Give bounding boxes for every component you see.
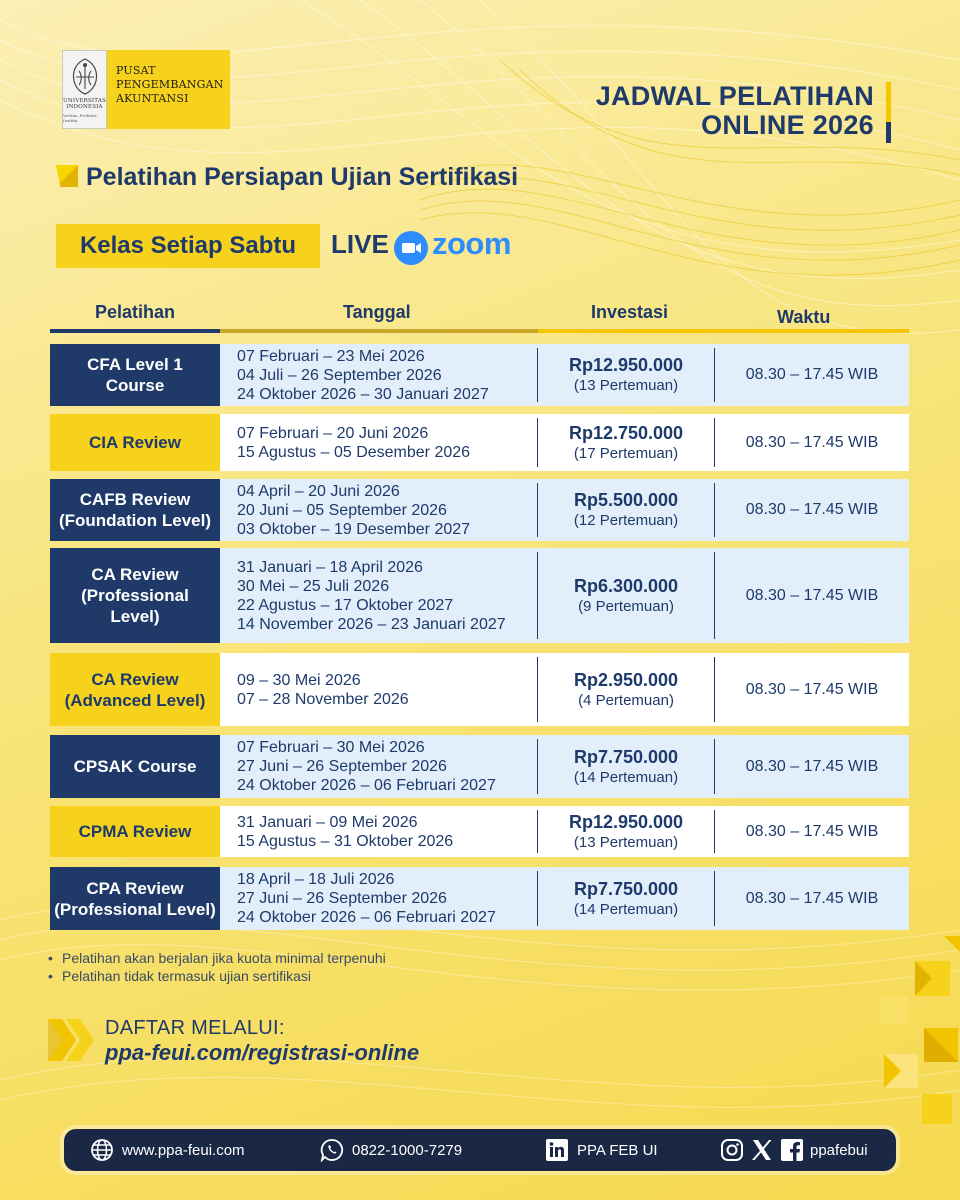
- footer-bar: [64, 1129, 896, 1171]
- table-row: [50, 806, 909, 857]
- linkedin-icon: [545, 1138, 569, 1162]
- linkedin-text: PPA FEB UI: [577, 1141, 658, 1159]
- page-title: [596, 82, 874, 140]
- course-dates: 07 Februari – 30 Mei 2026 27 Juni – 26 September 2026 24 Oktober 2026 – 06 Februari 2027: [237, 739, 496, 794]
- zoom-logo-text: zoom: [432, 226, 511, 261]
- course-price: Rp7.750.000 (14 Pertemuan): [537, 739, 715, 794]
- course-dates: 09 – 30 Mei 2026 07 – 28 November 2026: [237, 671, 409, 708]
- logo-line-1: PUSAT: [116, 64, 156, 77]
- course-price: Rp5.500.000 (12 Pertemuan): [537, 483, 715, 537]
- course-time: 08.30 – 17.45 WIB: [745, 501, 879, 518]
- note-item: • Pelatihan tidak termasuk ujian sertifikasi: [48, 967, 386, 985]
- footer-linkedin[interactable]: [545, 1129, 658, 1171]
- course-name: CPA Review (Professional Level): [50, 867, 220, 930]
- class-schedule-badge: Kelas Setiap Sabtu: [56, 224, 320, 268]
- univ-line2: INDONESIA: [66, 104, 103, 110]
- zoom-camera-icon: [394, 231, 428, 265]
- instagram-icon: [720, 1138, 744, 1162]
- course-name: CAFB Review (Foundation Level): [50, 479, 220, 541]
- title-line-1: JADWAL PELATIHAN: [595, 81, 874, 111]
- course-dates: 07 Februari – 20 Juni 2026 15 Agustus – 05 Desember 2026: [237, 424, 471, 461]
- title-accent-bar: [886, 82, 891, 143]
- course-time: 08.30 – 17.45 WIB: [745, 680, 879, 698]
- table-row: [50, 735, 909, 798]
- website-text: www.ppa-feui.com: [122, 1141, 245, 1159]
- notes-list: [48, 949, 386, 985]
- course-dates: 31 Januari – 09 Mei 2026 15 Agustus – 31 Oktober 2026: [237, 813, 454, 850]
- subtitle: Pelatihan Persiapan Ujian Sertifikasi: [86, 163, 519, 191]
- header-underline-2: [220, 329, 538, 333]
- course-name: CPSAK Course: [50, 735, 220, 798]
- course-time: 08.30 – 17.45 WIB: [745, 822, 879, 840]
- logo-line-3: AKUNTANSI: [116, 92, 189, 105]
- course-time: 08.30 – 17.45 WIB: [745, 586, 879, 604]
- header-tanggal: Tanggal: [343, 302, 411, 322]
- university-seal: [62, 50, 107, 129]
- course-price: Rp12.750.000 (17 Pertemuan): [537, 418, 715, 467]
- course-price: Rp12.950.000 (13 Pertemuan): [537, 810, 715, 853]
- univ-line1: UNIVERSITAS: [63, 98, 106, 104]
- course-time: 08.30 – 17.45 WIB: [745, 757, 879, 775]
- footer-social[interactable]: [720, 1129, 868, 1171]
- course-dates: 18 April – 18 Juli 2026 27 Juni – 26 September 2026 24 Oktober 2026 – 06 Februari 2027: [237, 871, 496, 926]
- footer-website[interactable]: [90, 1129, 245, 1171]
- header-underline-3: [538, 329, 909, 333]
- course-name: CFA Level 1 Course: [50, 344, 220, 406]
- facebook-icon: [780, 1138, 804, 1162]
- header-pelatihan: Pelatihan: [95, 302, 176, 322]
- table-row: [50, 653, 909, 726]
- table-row: [50, 479, 909, 541]
- course-dates: 07 Februari – 23 Mei 2026 04 Juli – 26 September 2026 24 Oktober 2026 – 30 Januari 2027: [237, 347, 489, 403]
- course-price: Rp6.300.000 (9 Pertemuan): [537, 552, 715, 639]
- table-row: [50, 344, 909, 406]
- x-icon: [750, 1138, 774, 1162]
- course-name: CA Review (Advanced Level): [50, 653, 220, 726]
- whatsapp-icon: [320, 1138, 344, 1162]
- course-name: CIA Review: [50, 414, 220, 471]
- social-handle-text: ppafebui: [810, 1141, 868, 1159]
- double-arrow-icon: [48, 1019, 96, 1061]
- course-price: Rp12.950.000 (13 Pertemuan): [537, 348, 715, 402]
- course-name: CA Review (Professional Level): [50, 548, 220, 643]
- live-label: LIVE: [331, 229, 389, 259]
- register-label: DAFTAR MELALUI:: [105, 1017, 285, 1039]
- logo-line-2: PENGEMBANGAN: [116, 78, 224, 91]
- logo-seal-icon: [68, 57, 102, 95]
- course-time: 08.30 – 17.45 WIB: [745, 366, 879, 383]
- subtitle-bullet-icon: [56, 165, 78, 187]
- course-dates: 04 April – 20 Juni 2026 20 Juni – 05 September 2026 03 Oktober – 19 Desember 2027: [237, 482, 471, 538]
- decorative-squares: [880, 936, 960, 1126]
- phone-text: 0822-1000-7279: [352, 1141, 463, 1159]
- course-dates: 31 Januari – 18 April 2026 30 Mei – 25 Juli 2026 22 Agustus – 17 Oktober 2027 14 November 2026 – 23 Januari 2027: [237, 558, 506, 633]
- header-underline-1: [50, 329, 220, 333]
- header-investasi: Investasi: [591, 302, 669, 322]
- course-time: 08.30 – 17.45 WIB: [745, 433, 879, 451]
- footer-phone[interactable]: [320, 1129, 462, 1171]
- table-row: [50, 414, 909, 471]
- course-price: Rp7.750.000 (14 Pertemuan): [537, 871, 715, 926]
- note-item: • Pelatihan akan berjalan jika kuota minimal terpenuhi: [48, 949, 386, 967]
- course-name: CPMA Review: [50, 806, 220, 857]
- ppa-logo: [62, 50, 229, 129]
- univ-motto: Veritas, Probitas, Iustitia: [63, 113, 98, 123]
- course-time: 08.30 – 17.45 WIB: [745, 889, 879, 907]
- table-row: [50, 548, 909, 643]
- header-waktu: Waktu: [777, 307, 831, 327]
- register-link[interactable]: ppa-feui.com/registrasi-online: [105, 1040, 420, 1065]
- table-row: [50, 867, 909, 930]
- globe-icon: [90, 1138, 114, 1162]
- logo-org-name: [107, 50, 230, 129]
- title-line-2: ONLINE 2026: [701, 110, 874, 140]
- course-price: Rp2.950.000 (4 Pertemuan): [537, 657, 715, 722]
